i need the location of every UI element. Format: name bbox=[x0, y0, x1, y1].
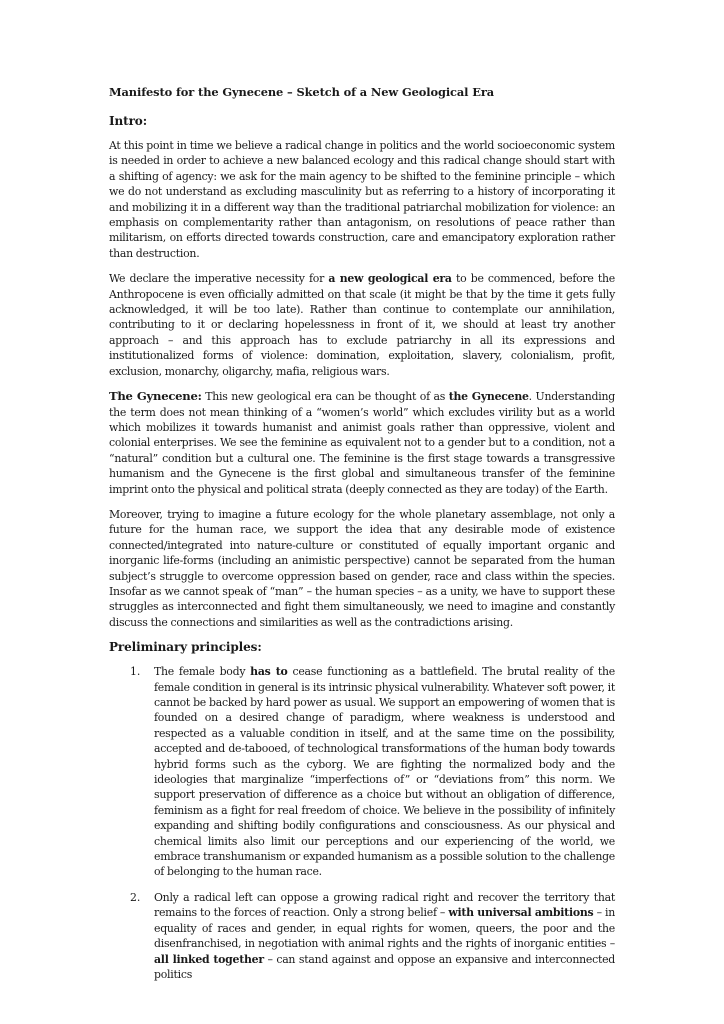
gynecene-paragraph bbox=[109, 389, 615, 497]
item2-text-c: – can stand against and oppose an expansive and interconnected politics bbox=[154, 952, 615, 981]
intro-paragraph-2-text-b: to be commenced, before the Anthropocene is even officially admitted on that scale (it might be that by the time it gets fully acknowledged, it will be too late). Rather than continue to contemplate our annihilation, contributing to it or declaring hopelessness in front of it, we should at least try another approach – and this approach has to exclude patriarchy in all its expressions and institutionalized forms of violence: domination, exploitation, slavery, colonialism, profit, exclusion, monarchy, oligarchy, mafia, religious wars. bbox=[109, 272, 615, 378]
moreover-paragraph: Moreover, trying to imagine a future ecology for the whole planetary assemblage, not only a future for the human race, we support the idea that any desirable mode of existence connected/integrated into nature-culture or constituted of equally important organic and inorganic life-forms (including an animistic perspective) cannot be separated from the human subject’s struggle to overcome oppression based on gender, race and class within the species. Insofar as we cannot speak of “man” – the human species – as a unity, we have to support these struggles as interconnected and fight them simultaneously, we need to imagine and constantly discuss the connections and similarities as well as the contradictions arising. bbox=[109, 507, 615, 629]
intro-heading: Intro: bbox=[109, 114, 148, 128]
item2-text-a: Only a radical left can oppose a growing radical right and recover the territory that remains to the forces of reaction. Only a strong belief – bbox=[154, 890, 615, 920]
list-item-text bbox=[154, 890, 615, 982]
item2-text-b: – in equality of races and gender, in equal rights for women, queers, the poor and the disenfranchised, in negotiation with animal rights and the rights of inorganic entities – bbox=[154, 906, 615, 951]
list-item bbox=[109, 664, 615, 880]
gynecene-bold: the Gynecene bbox=[448, 390, 529, 404]
list-item-number: 2. bbox=[130, 890, 141, 904]
gynecene-lead: The Gynecene: bbox=[109, 389, 202, 404]
gynecene-text-a: This new geological era can be thought of as bbox=[201, 390, 449, 404]
item1-text-b: cease functioning as a battlefield. The brutal reality of the female condition in general is its intrinsic physical vulnerability. Whatever soft power, it cannot be backed by hard power as usual. We support an empowering of women that is founded on a desired change of paradigm, where weakness is understood and respected as a valuable condition in itself, and at the same time on the possibility, accepted and de-tabooed, of technological transformations of the human body towards hybrid forms such as the cyborg. We are fighting the normalized body and the ideologies that marginalize “imperfections of” or “deviations from” this norm. We support preservation of difference as a choice but without an obligation of difference, feminism as a fight for real freedom of choice. We believe in the possibility of infinitely expanding and shifting bodily configurations and consciousness. As our physical and chemical limits also limit our perceptions and our experiencing of the world, we embrace transhumanism or expanded humanism as a possible solution to the challenge of belonging to the human race. bbox=[154, 665, 615, 879]
intro-paragraph-2-bold: a new geological era bbox=[328, 272, 452, 286]
intro-paragraph-2 bbox=[109, 271, 615, 379]
gynecene-text-b: . Understanding the term does not mean thinking of a “women’s world” which excludes virility but as a world which mobilizes it towards humanist and animist goals rather than oppressive, violent and colonial enterprises. We see the feminine as equivalent not to a gender but to a condition, not a “natural” condition but a cultural one. The feminine is the first stage towards a transgressive humanism and the Gynecene is the first global and simultaneous transfer of the feminine imprint onto the physical and political strata (deeply connected as they are today) of the Earth. bbox=[109, 390, 615, 496]
intro-paragraph-2-text-a: We declare the imperative necessity for bbox=[109, 272, 329, 286]
item2-bold-2: all linked together bbox=[154, 952, 264, 966]
item1-text-a: The female body bbox=[154, 665, 251, 679]
intro-paragraph-1: At this point in time we believe a radical change in politics and the world socioeconomic system is needed in order to achieve a new balanced ecology and this radical change should start with a shifting of agency: we ask for the main agency to be shifted to the feminine principle – which we do not understand as excluding masculinity but as referring to a history of incorporating it and mobilizing it in a different way than the traditional patriarchal mobilization for violence: an emphasis on complementarity rather than antagonism, on resolutions of peace rather than militarism, on efforts directed towards construction, care and emancipatory exploration rather than destruction. bbox=[109, 139, 615, 260]
list-item-number: 1. bbox=[130, 665, 141, 679]
item2-bold-1: with universal ambitions bbox=[448, 906, 594, 920]
list-item-text bbox=[154, 664, 615, 880]
document-body bbox=[109, 85, 615, 992]
document-title: Manifesto for the Gynecene – Sketch of a New Geological Era bbox=[109, 85, 495, 99]
item1-bold: has to bbox=[250, 665, 288, 679]
principles-heading: Preliminary principles: bbox=[109, 640, 262, 655]
principles-list bbox=[109, 664, 615, 982]
list-item bbox=[109, 890, 615, 982]
